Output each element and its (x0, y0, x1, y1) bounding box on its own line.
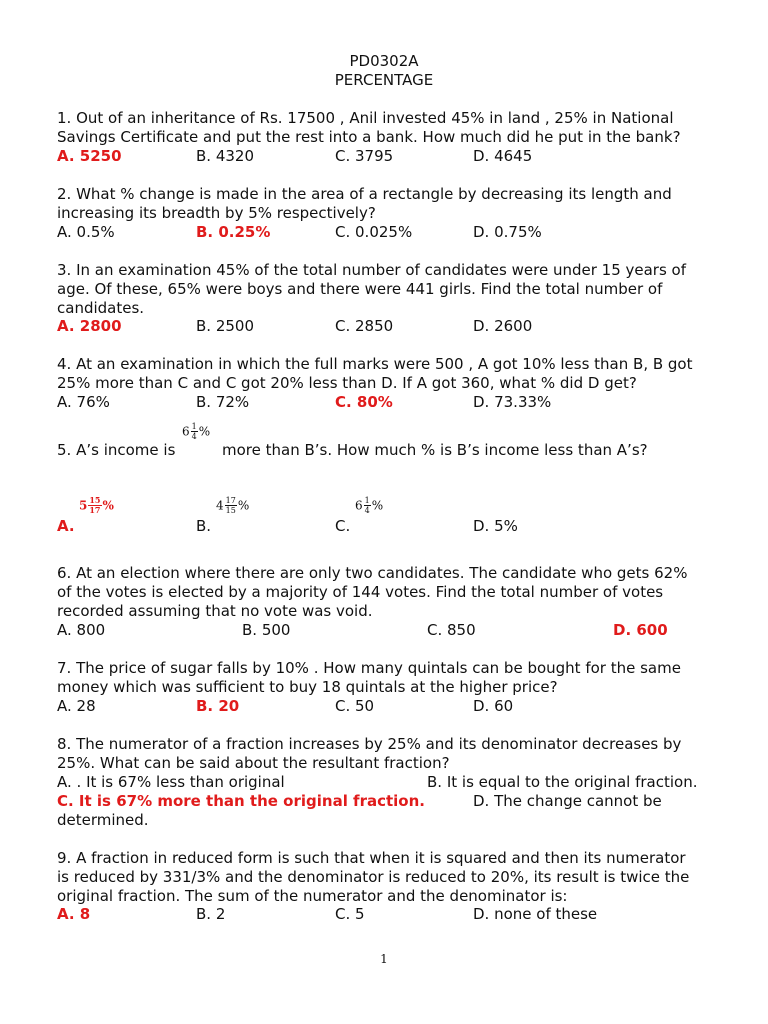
option-c-fraction: 6 $\frac{1}{4}$ % (355, 496, 384, 515)
option-b: B. (196, 517, 212, 535)
option-c: C. 3795 (335, 147, 394, 165)
question-text: candidates. (57, 299, 145, 317)
question-text: money which was sufficient to buy 18 quintals at the higher price? (57, 678, 558, 696)
option-a: A. 800 (57, 621, 106, 639)
option-a-correct: A. 5250 (57, 147, 122, 165)
option-d: D. 5% (473, 517, 518, 535)
option-b: B. 4320 (196, 147, 255, 165)
question-text: recorded assuming that no vote was void. (57, 602, 373, 620)
option-d: D. none of these (473, 905, 598, 923)
option-a-correct: A. 8 (57, 905, 91, 923)
document-code: PD0302A (349, 52, 419, 70)
question-text: 6. At an election where there are only two candidates. The candidate who gets 62% (57, 564, 688, 582)
question-text: 7. The price of sugar falls by 10% . How many quintals can be bought for the same (57, 659, 681, 677)
option-c-correct: C. 80% (335, 393, 393, 411)
option-b: B. 72% (196, 393, 250, 411)
option-b-fraction: 4 $\frac{17}{15}$ % (216, 496, 250, 515)
question-text: is reduced by 331/3% and the denominator is reduced to 20%, its result is twice the (57, 868, 690, 886)
option-a-correct: A. (57, 517, 75, 535)
option-a: A. . It is 67% less than original (57, 773, 285, 791)
option-d: D. 4645 (473, 147, 533, 165)
option-a-fraction: 5 $\frac{15}{17}$ % (79, 495, 114, 515)
option-c: C. 2850 (335, 317, 394, 335)
question-text: 25%. What can be said about the resultant fraction? (57, 754, 450, 772)
question-text: 9. A fraction in reduced form is such that when it is squared and then its numerator (57, 849, 686, 867)
question-text: 4. At an examination in which the full marks were 500 , A got 10% less than B, B got (57, 355, 693, 373)
option-a-correct: A. 2800 (57, 317, 122, 335)
option-d: D. 60 (473, 697, 514, 715)
option-c: C. 50 (335, 697, 375, 715)
fraction-six-and-quarter-percent: 6 $\frac{1}{4}$ % (182, 422, 211, 441)
option-c-correct: C. It is 67% more than the original fraction. (57, 792, 425, 810)
option-d: D. 2600 (473, 317, 533, 335)
question-text: of the votes is elected by a majority of 144 votes. Find the total number of votes (57, 583, 664, 601)
option-c: C. (335, 517, 351, 535)
option-d-correct: D. 600 (613, 621, 668, 639)
question-text: 5. A’s income is (57, 441, 176, 459)
option-a: A. 76% (57, 393, 110, 411)
question-text: increasing its breadth by 5% respectively? (57, 204, 376, 222)
option-c: C. 5 (335, 905, 365, 923)
option-b-correct: B. 0.25% (196, 223, 271, 241)
question-text: 8. The numerator of a fraction increases by 25% and its denominator decreases by (57, 735, 682, 753)
question-text: 3. In an examination 45% of the total number of candidates were under 15 years of (57, 261, 687, 279)
question-text: 25% more than C and C got 20% less than D. If A got 360, what % did D get? (57, 374, 637, 392)
option-d: D. The change cannot be (473, 792, 662, 810)
page-number: 1 (380, 952, 388, 966)
option-b-correct: B. 20 (196, 697, 240, 715)
option-c: C. 0.025% (335, 223, 413, 241)
option-a: A. 0.5% (57, 223, 115, 241)
question-text: 2. What % change is made in the area of a rectangle by decreasing its length and (57, 185, 672, 203)
option-b: B. It is equal to the original fraction. (427, 773, 698, 791)
option-a: A. 28 (57, 697, 96, 715)
option-d-continued: determined. (57, 811, 149, 829)
option-b: B. 2500 (196, 317, 255, 335)
question-text: original fraction. The sum of the numerator and the denominator is: (57, 887, 568, 905)
option-d: D. 73.33% (473, 393, 552, 411)
question-text: Savings Certificate and put the rest into a bank. How much did he put in the bank? (57, 128, 681, 146)
question-text: age. Of these, 65% were boys and there were 441 girls. Find the total number of (57, 280, 663, 298)
option-b: B. 500 (242, 621, 291, 639)
option-d: D. 0.75% (473, 223, 542, 241)
option-b: B. 2 (196, 905, 226, 923)
question-text: more than B’s. How much % is B’s income less than A’s? (222, 441, 648, 459)
document-title: PERCENTAGE (334, 71, 434, 89)
question-text: 1. Out of an inheritance of Rs. 17500 , Anil invested 45% in land , 25% in National (57, 109, 674, 127)
option-c: C. 850 (427, 621, 476, 639)
